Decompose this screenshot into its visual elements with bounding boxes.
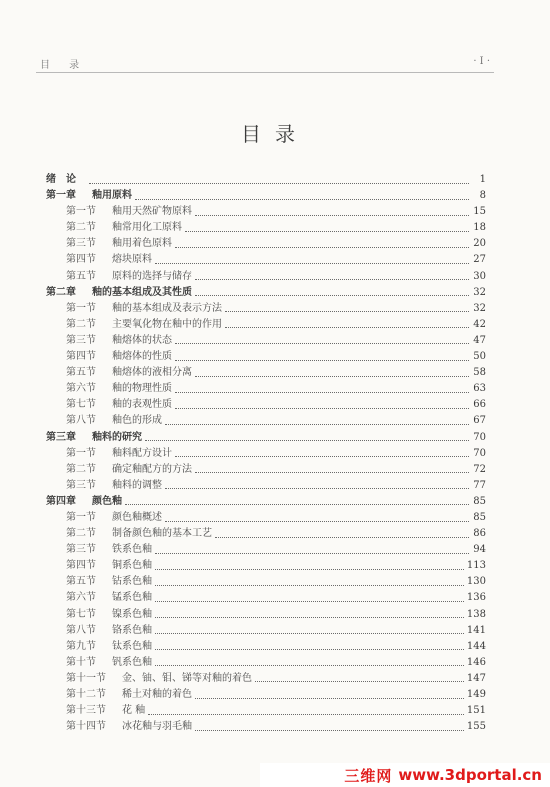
toc-entry <box>46 204 486 220</box>
toc-entry-title: 颜色釉概述 <box>112 511 162 523</box>
toc-entry <box>46 430 486 446</box>
toc-entry-number: 第四章 <box>46 495 76 507</box>
toc-entry-label <box>66 719 192 735</box>
toc-entry-number: 绪论 <box>46 174 86 185</box>
toc-entry-page: 27 <box>473 254 486 266</box>
toc-entry-label <box>66 510 162 526</box>
toc-entry-number: 第三节 <box>66 479 96 491</box>
watermark <box>260 763 550 787</box>
toc-entry-title: 铬系色釉 <box>112 624 152 636</box>
toc-entry-label <box>66 446 172 462</box>
toc-entry-title: 主要氧化物在釉中的作用 <box>112 318 222 330</box>
toc-entry-label <box>66 317 222 333</box>
toc-entry-number: 第三节 <box>66 544 96 556</box>
toc-entry-label <box>46 285 192 301</box>
toc-entry-page: 144 <box>466 640 486 652</box>
toc-entry-page: 77 <box>473 479 486 491</box>
toc-entry-number: 第三节 <box>66 334 96 346</box>
toc-entry-page: 146 <box>466 656 486 668</box>
toc-entry-title: 釉料的调整 <box>112 479 162 491</box>
toc-entry-number: 第四节 <box>66 254 96 266</box>
toc-dot-leader <box>175 408 469 409</box>
toc-entry-title: 釉的表观性质 <box>112 399 172 411</box>
toc-entry <box>46 285 486 301</box>
toc-entry-page: 50 <box>473 351 486 363</box>
toc-entry-page: 147 <box>466 672 486 684</box>
toc-entry-label <box>66 252 152 268</box>
toc-entry-number: 第六节 <box>66 592 96 604</box>
toc-entry-label <box>66 462 192 478</box>
toc-entry <box>46 574 486 590</box>
toc-entry-title: 钛系色釉 <box>112 640 152 652</box>
table-of-contents <box>46 172 486 735</box>
toc-entry-page: 1 <box>479 174 486 185</box>
toc-entry-number: 第一章 <box>46 190 76 202</box>
toc-entry-number: 第一节 <box>66 447 96 459</box>
toc-entry-label <box>66 687 192 703</box>
toc-entry <box>46 558 486 574</box>
toc-dot-leader <box>125 504 469 505</box>
toc-entry-title: 铜系色釉 <box>112 560 152 572</box>
toc-entry-label <box>66 590 152 606</box>
toc-dot-leader <box>165 488 469 489</box>
toc-entry <box>46 655 486 671</box>
toc-entry-label <box>66 349 172 365</box>
toc-dot-leader <box>155 263 469 264</box>
toc-dot-leader <box>89 183 469 184</box>
toc-entry-page: 130 <box>466 576 486 588</box>
toc-entry-title: 冰花釉与羽毛釉 <box>122 721 192 733</box>
toc-entry-page: 155 <box>466 721 486 733</box>
toc-dot-leader <box>195 472 469 473</box>
toc-entry-number: 第八节 <box>66 415 96 427</box>
toc-entry-title: 稀土对釉的着色 <box>122 689 192 700</box>
toc-entry-page: 42 <box>473 318 486 330</box>
running-header <box>36 54 494 73</box>
toc-entry-label <box>46 172 86 188</box>
toc-entry-number: 第七节 <box>66 608 96 620</box>
toc-entry-page: 20 <box>473 238 486 250</box>
toc-entry-page: 138 <box>466 608 486 620</box>
toc-entry-number: 第三节 <box>66 238 96 250</box>
toc-dot-leader <box>195 215 469 216</box>
toc-entry <box>46 719 486 735</box>
toc-entry-page: 18 <box>473 222 486 234</box>
toc-dot-leader <box>155 665 464 666</box>
toc-entry-label <box>66 655 152 671</box>
toc-entry-title: 金、铀、钼、锑等对釉的着色 <box>122 672 252 684</box>
toc-dot-leader <box>155 553 469 554</box>
toc-entry <box>46 413 486 429</box>
toc-entry-label <box>66 703 145 719</box>
toc-dot-leader <box>175 247 469 248</box>
toc-entry-label <box>66 269 192 285</box>
toc-entry-number: 第六节 <box>66 383 96 395</box>
toc-entry <box>46 236 486 252</box>
toc-entry-number: 第十四节 <box>66 721 106 733</box>
toc-entry-page: 113 <box>466 560 486 572</box>
toc-dot-leader <box>155 569 464 570</box>
toc-dot-leader <box>155 617 464 618</box>
toc-dot-leader <box>255 681 464 682</box>
toc-entry <box>46 365 486 381</box>
toc-entry-number: 第二节 <box>66 318 96 330</box>
toc-dot-leader <box>148 714 464 715</box>
toc-entry <box>46 671 486 687</box>
toc-entry-title: 镍系色釉 <box>112 608 152 620</box>
toc-entry <box>46 526 486 542</box>
toc-entry-number: 第九节 <box>66 640 96 652</box>
toc-entry-title: 釉用着色原料 <box>112 238 172 250</box>
toc-dot-leader <box>155 585 464 586</box>
toc-dot-leader <box>155 601 464 602</box>
toc-entry-title: 釉用原料 <box>92 190 132 202</box>
toc-entry <box>46 607 486 623</box>
toc-entry-number: 第二节 <box>66 463 96 475</box>
page-number: · I · <box>473 56 490 67</box>
toc-entry-number: 第十节 <box>66 656 96 668</box>
toc-entry-title: 熔块原料 <box>112 254 152 266</box>
toc-entry-title: 钴系色釉 <box>112 576 152 588</box>
toc-entry-label <box>66 526 212 542</box>
toc-entry-number: 第一节 <box>66 206 96 218</box>
toc-entry-page: 136 <box>466 592 486 604</box>
toc-entry-page: 63 <box>473 383 486 395</box>
toc-entry-page: 70 <box>473 447 486 459</box>
toc-entry-page: 67 <box>473 415 486 427</box>
toc-dot-leader <box>135 199 469 200</box>
toc-entry-label <box>46 188 132 204</box>
toc-entry-page: 15 <box>473 206 486 218</box>
toc-entry-label <box>66 574 152 590</box>
toc-dot-leader <box>225 311 469 312</box>
toc-dot-leader <box>215 537 469 538</box>
toc-entry-label <box>66 413 162 429</box>
toc-entry-title: 釉的物理性质 <box>112 383 172 395</box>
toc-entry-title: 钒系色釉 <box>112 656 152 668</box>
toc-entry-number: 第七节 <box>66 399 96 411</box>
toc-entry-page: 151 <box>466 705 486 717</box>
toc-entry-page: 72 <box>473 463 486 475</box>
toc-entry-page: 85 <box>473 495 486 507</box>
toc-dot-leader <box>145 440 469 441</box>
toc-entry <box>46 446 486 462</box>
toc-entry-page: 94 <box>473 544 486 556</box>
toc-entry-number: 第三章 <box>46 431 76 443</box>
toc-entry-title: 制备颜色釉的基本工艺 <box>112 528 212 540</box>
toc-entry-number: 第二节 <box>66 222 96 234</box>
toc-entry-number: 第五节 <box>66 576 96 588</box>
toc-dot-leader <box>195 279 469 280</box>
toc-entry-page: 141 <box>466 624 486 636</box>
toc-entry-title: 釉熔体的性质 <box>112 351 172 363</box>
toc-entry-label <box>46 430 142 446</box>
toc-dot-leader <box>175 360 469 361</box>
toc-entry-label <box>66 558 152 574</box>
toc-entry-label <box>66 639 152 655</box>
toc-entry-number: 第十三节 <box>66 705 106 717</box>
toc-entry-label <box>66 365 192 381</box>
toc-entry-title: 釉的基本组成及表示方法 <box>112 302 222 314</box>
toc-entry-title: 颜色釉 <box>92 495 122 507</box>
toc-entry-title: 釉的基本组成及其性质 <box>92 286 192 298</box>
toc-dot-leader <box>155 649 464 650</box>
toc-entry <box>46 301 486 317</box>
toc-entry <box>46 687 486 703</box>
toc-entry-page: 58 <box>473 367 486 379</box>
toc-dot-leader <box>165 424 469 425</box>
toc-entry-title: 釉色的形成 <box>112 415 162 427</box>
page-title: 目录 <box>241 122 309 146</box>
toc-entry-label <box>66 671 252 687</box>
toc-entry-page: 86 <box>473 528 486 540</box>
toc-entry-title: 原料的选择与储存 <box>112 270 192 282</box>
toc-entry-title: 花 釉 <box>122 705 146 717</box>
toc-dot-leader <box>155 633 464 634</box>
toc-entry-title: 釉料配方设计 <box>112 447 172 459</box>
toc-entry-title: 铁系色釉 <box>112 544 152 556</box>
toc-entry-label <box>66 397 172 413</box>
toc-entry-page: 47 <box>473 334 486 346</box>
toc-entry <box>46 269 486 285</box>
toc-entry <box>46 381 486 397</box>
toc-entry <box>46 349 486 365</box>
toc-dot-leader <box>195 730 464 731</box>
toc-entry-number: 第五节 <box>66 367 96 379</box>
watermark-brand: 三维网 <box>344 766 393 785</box>
toc-entry-number: 第一节 <box>66 302 96 314</box>
toc-entry-title: 釉用天然矿物原料 <box>112 206 192 218</box>
toc-entry-label <box>46 494 122 510</box>
toc-entry <box>46 478 486 494</box>
toc-entry <box>46 590 486 606</box>
toc-entry-number: 第十二节 <box>66 689 106 700</box>
toc-entry <box>46 172 486 188</box>
toc-entry-number: 第四节 <box>66 351 96 363</box>
toc-entry <box>46 333 486 349</box>
toc-entry <box>46 623 486 639</box>
toc-entry-number: 第四节 <box>66 560 96 572</box>
toc-entry-label <box>66 478 162 494</box>
toc-dot-leader <box>165 521 469 522</box>
toc-entry-page: 30 <box>473 270 486 282</box>
toc-dot-leader <box>175 456 469 457</box>
toc-entry <box>46 252 486 268</box>
toc-entry-number: 第二章 <box>46 286 76 298</box>
toc-dot-leader <box>175 343 469 344</box>
toc-entry-label <box>66 381 172 397</box>
toc-entry-title: 确定釉配方的方法 <box>112 463 192 475</box>
toc-entry-number: 第一节 <box>66 511 96 523</box>
toc-entry-label <box>66 301 222 317</box>
toc-entry-title: 釉熔体的状态 <box>112 334 172 346</box>
toc-entry <box>46 220 486 236</box>
toc-entry-page: 8 <box>479 190 486 202</box>
toc-entry <box>46 397 486 413</box>
toc-entry <box>46 462 486 478</box>
toc-entry-number: 第十一节 <box>66 672 106 684</box>
toc-dot-leader <box>175 392 469 393</box>
toc-dot-leader <box>195 295 469 296</box>
toc-entry-page: 70 <box>473 431 486 443</box>
toc-entry-label <box>66 623 152 639</box>
toc-entry <box>46 639 486 655</box>
toc-entry-label <box>66 333 172 349</box>
toc-entry-label <box>66 236 172 252</box>
toc-entry-page: 85 <box>473 511 486 523</box>
toc-entry <box>46 317 486 333</box>
toc-entry <box>46 494 486 510</box>
toc-entry <box>46 510 486 526</box>
toc-entry-title: 锰系色釉 <box>112 592 152 604</box>
toc-entry-number: 第二节 <box>66 528 96 540</box>
toc-dot-leader <box>185 231 469 232</box>
toc-entry-page: 32 <box>473 286 486 298</box>
toc-entry-number: 第八节 <box>66 624 96 636</box>
toc-entry-title: 釉熔体的液相分离 <box>112 367 192 379</box>
toc-dot-leader <box>195 698 464 699</box>
toc-entry-page: 149 <box>466 689 486 700</box>
watermark-url: www.3dportal.cn <box>398 766 542 784</box>
toc-dot-leader <box>225 327 469 328</box>
toc-entry-page: 32 <box>473 302 486 314</box>
toc-entry-label <box>66 220 182 236</box>
toc-entry <box>46 703 486 719</box>
toc-entry <box>46 542 486 558</box>
toc-entry-title: 釉料的研究 <box>92 431 142 443</box>
toc-entry-label <box>66 204 192 220</box>
toc-entry-label <box>66 542 152 558</box>
running-header-left: 目 录 <box>40 60 88 71</box>
toc-entry-title: 釉常用化工原料 <box>112 222 182 234</box>
toc-entry-number: 第五节 <box>66 270 96 282</box>
toc-entry-label <box>66 607 152 623</box>
toc-entry <box>46 188 486 204</box>
toc-dot-leader <box>195 376 469 377</box>
toc-entry-page: 66 <box>473 399 486 411</box>
